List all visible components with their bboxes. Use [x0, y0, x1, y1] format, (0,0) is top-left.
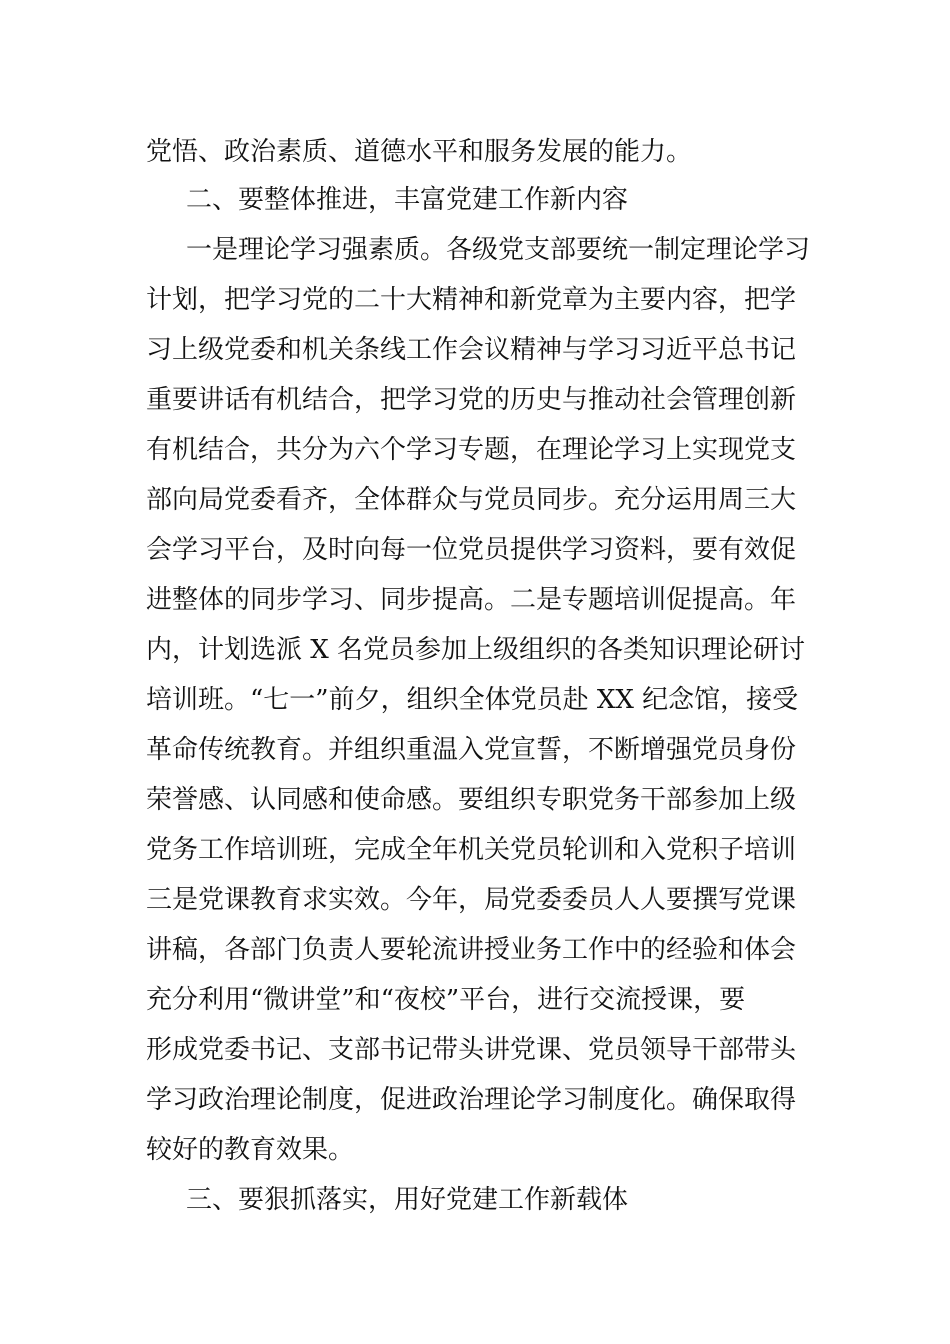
paragraph-line: 培训班。“七一”前夕，组织全体党员赴 XX 纪念馆，接受: [146, 685, 799, 715]
paragraph-line: 会学习平台，及时向每一位党员提供学习资料，要有效促: [146, 535, 797, 565]
paragraph-line: 内，计划选派 X 名党员参加上级组织的各类知识理论研讨: [146, 635, 806, 665]
paragraph-line: 党务工作培训班，完成全年机关党员轮训和入党积子培训: [146, 835, 797, 865]
paragraph-line: 部向局党委看齐，全体群众与党员同步。充分运用周三大: [146, 485, 797, 515]
paragraph-line: 荣誉感、认同感和使命感。要组织专职党务干部参加上级: [146, 785, 797, 815]
paragraph-line: 计划，把学习党的二十大精神和新党章为主要内容，把学: [146, 285, 797, 315]
section-heading: 三、要狠抓落实，用好党建工作新载体: [186, 1185, 629, 1215]
section-heading: 二、要整体推进，丰富党建工作新内容: [186, 185, 629, 215]
paragraph-line: 讲稿，各部门负责人要轮流讲授业务工作中的经验和体会: [146, 935, 797, 965]
paragraph-line: 较好的教育效果。: [146, 1135, 355, 1165]
paragraph-line: 重要讲话有机结合，把学习党的历史与推动社会管理创新: [146, 385, 797, 415]
paragraph-line: 有机结合，共分为六个学习专题，在理论学习上实现党支: [146, 435, 797, 465]
paragraph-line: 党悟、政治素质、道德水平和服务发展的能力。: [146, 137, 693, 167]
paragraph-line: 一是理论学习强素质。各级党支部要统一制定理论学习: [186, 235, 811, 265]
paragraph-line: 习上级党委和机关条线工作会议精神与学习习近平总书记: [146, 335, 797, 365]
paragraph-line: 三是党课教育求实效。今年，局党委委员人人要撰写党课: [146, 885, 797, 915]
paragraph-line: 革命传统教育。并组织重温入党宣誓，不断增强党员身份: [146, 735, 797, 765]
paragraph-line: 学习政治理论制度，促进政治理论学习制度化。确保取得: [146, 1085, 797, 1115]
paragraph-line: 形成党委书记、支部书记带头讲党课、党员领导干部带头: [146, 1035, 797, 1065]
paragraph-line: 进整体的同步学习、同步提高。二是专题培训促提高。年: [146, 585, 797, 615]
paragraph-line: 充分利用“微讲堂”和“夜校”平台，进行交流授课，要: [146, 985, 746, 1015]
